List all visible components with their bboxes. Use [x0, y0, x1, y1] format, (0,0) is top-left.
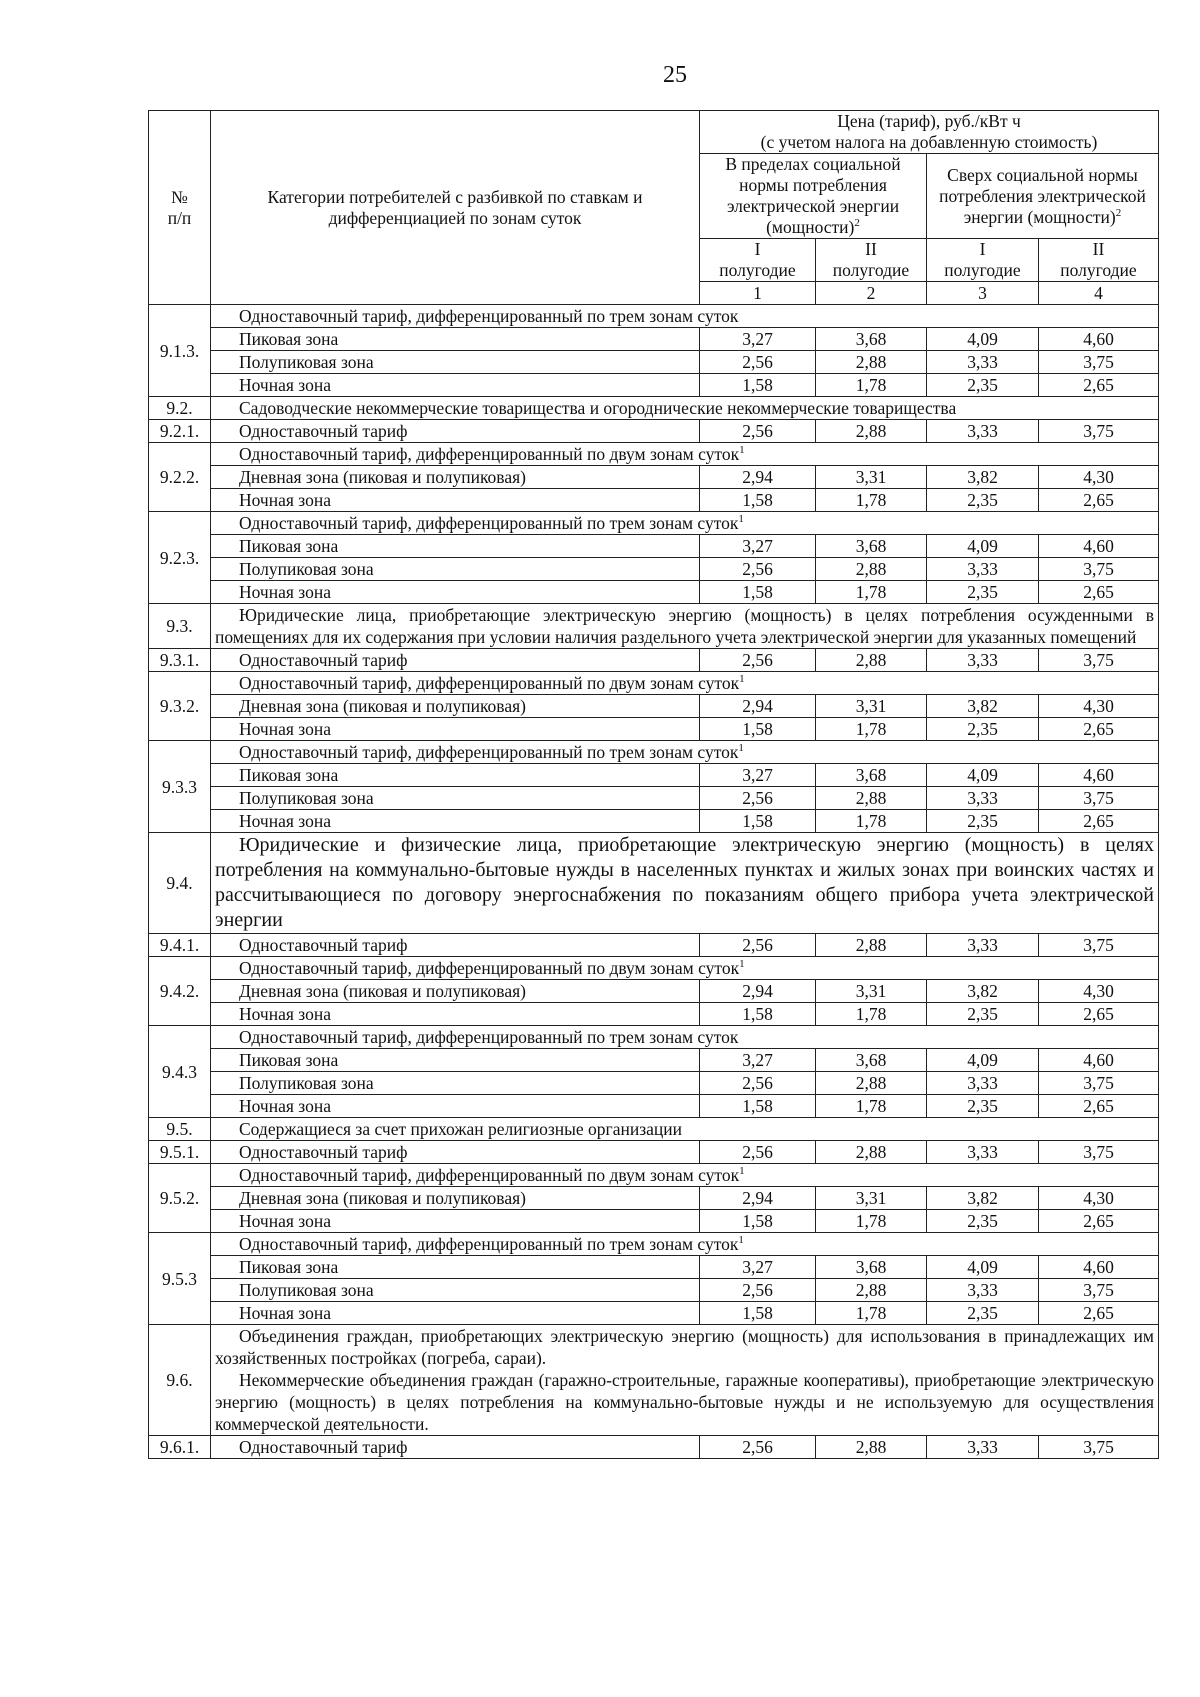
table-row [149, 489, 1159, 512]
row-number-cell: 9.6. [149, 1325, 211, 1436]
tariff-value-cell: 2,56 [700, 558, 816, 581]
row-title: Одноставочный тариф, дифференцированный по трем зонам суток [239, 1027, 739, 1047]
row-title: Одноставочный тариф, дифференцированный по двум зонам суток [239, 1165, 740, 1185]
tariff-value-cell: 2,88 [816, 649, 927, 672]
row-category-label: Пиковая зона [211, 1049, 700, 1072]
row-title-cell [211, 397, 1159, 420]
tariff-value-cell: 2,65 [1039, 374, 1159, 397]
row-title: Одноставочный тариф, дифференцированный по двум зонам суток [239, 444, 740, 464]
table-row [149, 695, 1159, 718]
tariff-value-cell: 1,58 [700, 1302, 816, 1325]
tariff-value-cell: 2,65 [1039, 1003, 1159, 1026]
row-number-cell: 9.3.3 [149, 741, 211, 833]
table-row [149, 535, 1159, 558]
tariff-value-cell: 2,56 [700, 1436, 816, 1459]
row-title-cell [211, 672, 1159, 695]
tariff-value-cell: 2,35 [927, 1003, 1039, 1026]
table-row [149, 1436, 1159, 1459]
tariff-value-cell: 3,68 [816, 764, 927, 787]
table-row [149, 1325, 1159, 1436]
tariff-value-cell: 3,27 [700, 1256, 816, 1279]
tariff-value-cell: 3,31 [816, 466, 927, 489]
row-number-cell: 9.4. [149, 833, 211, 934]
row-category-label: Пиковая зона [211, 328, 700, 351]
tariff-value-cell: 2,35 [927, 1095, 1039, 1118]
table-row [149, 934, 1159, 957]
table-row [149, 466, 1159, 489]
tariff-value-cell: 2,65 [1039, 718, 1159, 741]
tariff-value-cell: 2,35 [927, 581, 1039, 604]
row-paragraph-cell [211, 833, 1159, 934]
row-title-cell [211, 512, 1159, 535]
table-row [149, 718, 1159, 741]
row-title: Одноставочный тариф, дифференцированный по трем зонам суток [239, 1234, 739, 1254]
tariff-value-cell: 3,82 [927, 980, 1039, 1003]
header-within-norm-text: В пределах социальной нормы потребления электрической энергии (мощности) [725, 154, 901, 237]
row-category-label: Одноставочный тариф [211, 420, 700, 443]
row-category-label: Полупиковая зона [211, 558, 700, 581]
column-number: 2 [816, 282, 927, 305]
footnote-mark: 1 [739, 444, 745, 456]
header-price-subtitle: (с учетом налога на добавленную стоимость) [760, 132, 1098, 152]
row-category-label: Ночная зона [211, 1003, 700, 1026]
row-category-label: Одноставочный тариф [211, 649, 700, 672]
tariff-value-cell: 2,35 [927, 1210, 1039, 1233]
row-category-label: Одноставочный тариф [211, 1436, 700, 1459]
row-category-label: Ночная зона [211, 374, 700, 397]
row-paragraph-cell [211, 604, 1159, 649]
row-number-cell: 9.4.3 [149, 1026, 211, 1118]
tariff-value-cell: 3,31 [816, 980, 927, 1003]
row-number-cell: 9.4.2. [149, 957, 211, 1026]
header-price-group [700, 111, 1159, 154]
tariff-value-cell: 4,30 [1039, 980, 1159, 1003]
row-title-cell [211, 1233, 1159, 1256]
row-title-cell [211, 1164, 1159, 1187]
header-above-norm [927, 154, 1159, 239]
table-row [149, 1256, 1159, 1279]
row-category-label: Дневная зона (пиковая и полупиковая) [211, 695, 700, 718]
footnote-mark: 1 [738, 1234, 744, 1246]
tariff-value-cell: 3,82 [927, 466, 1039, 489]
paragraph-line: Некоммерческие объединения граждан (гаражно-строительные, гаражные кооперативы), приобретающие электрическую энергию (мощность) в целях потребления на коммунально-бытовые нужды и не используемую для осуществления коммерческой деятельности. [215, 1370, 1154, 1434]
tariff-value-cell: 3,33 [927, 1279, 1039, 1302]
tariff-value-cell: 4,60 [1039, 1256, 1159, 1279]
row-number-cell: 9.3.2. [149, 672, 211, 741]
tariff-value-cell: 3,68 [816, 1049, 927, 1072]
table-row [149, 1118, 1159, 1141]
column-number: 4 [1039, 282, 1159, 305]
tariff-value-cell: 2,35 [927, 718, 1039, 741]
tariff-value-cell: 3,75 [1039, 1072, 1159, 1095]
row-title-cell [211, 741, 1159, 764]
table-row [149, 649, 1159, 672]
row-title: Одноставочный тариф, дифференцированный по трем зонам суток [239, 742, 739, 762]
column-number: 3 [927, 282, 1039, 305]
row-category-label: Пиковая зона [211, 764, 700, 787]
tariff-value-cell: 3,33 [927, 787, 1039, 810]
tariff-value-cell: 3,27 [700, 328, 816, 351]
row-number-cell: 9.3. [149, 604, 211, 649]
row-number-cell: 9.2.3. [149, 512, 211, 604]
table-row [149, 810, 1159, 833]
tariff-value-cell: 1,58 [700, 581, 816, 604]
table-row [149, 443, 1159, 466]
table-row [149, 1026, 1159, 1049]
tariff-value-cell: 4,09 [927, 1049, 1039, 1072]
tariff-value-cell: 3,75 [1039, 351, 1159, 374]
table-row [149, 558, 1159, 581]
tariff-value-cell: 2,88 [816, 420, 927, 443]
tariff-value-cell: 2,56 [700, 649, 816, 672]
tariff-value-cell: 2,56 [700, 1279, 816, 1302]
row-category-label: Полупиковая зона [211, 787, 700, 810]
tariff-value-cell: 3,68 [816, 535, 927, 558]
tariff-value-cell: 3,75 [1039, 649, 1159, 672]
tariff-value-cell: 2,88 [816, 351, 927, 374]
tariff-value-cell: 4,30 [1039, 695, 1159, 718]
tariff-value-cell: 2,94 [700, 980, 816, 1003]
tariff-value-cell: 3,33 [927, 1141, 1039, 1164]
tariff-value-cell: 2,65 [1039, 1302, 1159, 1325]
tariff-value-cell: 2,94 [700, 1187, 816, 1210]
table-row [149, 1095, 1159, 1118]
tariff-value-cell: 4,09 [927, 1256, 1039, 1279]
tariff-value-cell: 1,58 [700, 810, 816, 833]
row-category-label: Одноставочный тариф [211, 934, 700, 957]
tariff-value-cell: 3,31 [816, 695, 927, 718]
row-category-label: Полупиковая зона [211, 1279, 700, 1302]
tariff-value-cell: 2,56 [700, 934, 816, 957]
tariff-value-cell: 1,78 [816, 581, 927, 604]
tariff-value-cell: 3,68 [816, 328, 927, 351]
table-row [149, 512, 1159, 535]
table-row [149, 351, 1159, 374]
tariff-value-cell: 4,09 [927, 764, 1039, 787]
row-title-cell [211, 305, 1159, 328]
table-row [149, 1072, 1159, 1095]
tariff-value-cell: 3,33 [927, 1072, 1039, 1095]
table-body [149, 305, 1159, 1459]
row-title: Одноставочный тариф, дифференцированный по трем зонам суток [239, 306, 739, 326]
tariff-value-cell: 3,75 [1039, 1436, 1159, 1459]
table-row [149, 1164, 1159, 1187]
table-row [149, 1233, 1159, 1256]
tariff-value-cell: 2,88 [816, 1141, 927, 1164]
tariff-value-cell: 1,78 [816, 1302, 927, 1325]
tariff-value-cell: 2,88 [816, 1436, 927, 1459]
tariff-value-cell: 2,35 [927, 374, 1039, 397]
table-row [149, 581, 1159, 604]
footnote-mark: 1 [739, 958, 745, 970]
tariff-value-cell: 2,35 [927, 810, 1039, 833]
table-row [149, 957, 1159, 980]
header-half-2: II полугодие [1039, 239, 1159, 282]
tariff-value-cell: 3,68 [816, 1256, 927, 1279]
tariff-value-cell: 3,75 [1039, 787, 1159, 810]
tariff-value-cell: 1,78 [816, 810, 927, 833]
row-category-label: Полупиковая зона [211, 1072, 700, 1095]
tariff-value-cell: 2,56 [700, 351, 816, 374]
table-row [149, 1210, 1159, 1233]
header-footnote-mark: 2 [1115, 206, 1122, 219]
tariff-value-cell: 3,75 [1039, 558, 1159, 581]
tariff-value-cell: 2,35 [927, 1302, 1039, 1325]
row-category-label: Дневная зона (пиковая и полупиковая) [211, 980, 700, 1003]
header-category-column: Категории потребителей с разбивкой по ставкам и дифференциацией по зонам суток [211, 111, 700, 305]
footnote-mark: 1 [739, 673, 745, 685]
row-category-label: Пиковая зона [211, 535, 700, 558]
tariff-value-cell: 1,58 [700, 489, 816, 512]
row-category-label: Ночная зона [211, 810, 700, 833]
table-row [149, 764, 1159, 787]
table-row [149, 1302, 1159, 1325]
footnote-mark: 1 [738, 742, 744, 754]
row-category-label: Ночная зона [211, 581, 700, 604]
row-category-label: Пиковая зона [211, 1256, 700, 1279]
tariff-value-cell: 3,33 [927, 420, 1039, 443]
tariff-value-cell: 2,35 [927, 489, 1039, 512]
tariff-value-cell: 3,27 [700, 1049, 816, 1072]
tariff-value-cell: 2,94 [700, 695, 816, 718]
tariff-value-cell: 2,65 [1039, 1210, 1159, 1233]
row-paragraph-cell [211, 1325, 1159, 1436]
page-number: 25 [663, 62, 687, 88]
tariff-value-cell: 1,58 [700, 374, 816, 397]
row-number-cell: 9.5.2. [149, 1164, 211, 1233]
row-number-cell: 9.2.2. [149, 443, 211, 512]
table-row [149, 397, 1159, 420]
tariff-value-cell: 4,60 [1039, 1049, 1159, 1072]
tariff-value-cell: 3,33 [927, 934, 1039, 957]
table-row [149, 328, 1159, 351]
row-title-cell [211, 443, 1159, 466]
row-title: Одноставочный тариф, дифференцированный по двум зонам суток [239, 673, 740, 693]
row-number-cell: 9.5. [149, 1118, 211, 1141]
row-category-label: Ночная зона [211, 1302, 700, 1325]
row-number-cell: 9.1.3. [149, 305, 211, 397]
tariff-value-cell: 3,27 [700, 764, 816, 787]
table-row [149, 1187, 1159, 1210]
tariff-value-cell: 4,09 [927, 535, 1039, 558]
table-row [149, 420, 1159, 443]
tariff-value-cell: 3,75 [1039, 934, 1159, 957]
tariff-value-cell: 2,56 [700, 1072, 816, 1095]
tariff-value-cell: 2,88 [816, 934, 927, 957]
tariff-value-cell: 1,78 [816, 1095, 927, 1118]
row-number-cell: 9.5.1. [149, 1141, 211, 1164]
footnote-mark: 1 [739, 1165, 745, 1177]
row-title: Садоводческие некоммерческие товарищества и огороднические некоммерческие товарищества [239, 398, 957, 418]
row-number-cell: 9.4.1. [149, 934, 211, 957]
table-row [149, 1049, 1159, 1072]
column-number: 1 [700, 282, 816, 305]
tariff-value-cell: 4,30 [1039, 1187, 1159, 1210]
table-row [149, 1003, 1159, 1026]
paragraph-line: Юридические лица, приобретающие электрическую энергию (мощность) в целях потребления осужденными в помещениях для их содержания при условии наличия раздельного учета электрической энергии для указанных помещений [215, 605, 1154, 647]
tariff-table [148, 110, 1159, 1459]
row-title: Одноставочный тариф, дифференцированный по двум зонам суток [239, 958, 740, 978]
tariff-value-cell: 2,88 [816, 1279, 927, 1302]
tariff-value-cell: 1,58 [700, 1210, 816, 1233]
row-category-label: Дневная зона (пиковая и полупиковая) [211, 1187, 700, 1210]
tariff-value-cell: 2,56 [700, 420, 816, 443]
tariff-value-cell: 3,33 [927, 1436, 1039, 1459]
row-category-label: Полупиковая зона [211, 351, 700, 374]
row-number-cell: 9.6.1. [149, 1436, 211, 1459]
header-half-1: I полугодие [700, 239, 816, 282]
table-row [149, 980, 1159, 1003]
tariff-value-cell: 2,56 [700, 1141, 816, 1164]
row-title: Содержащиеся за счет прихожан религиозные организации [239, 1119, 683, 1139]
tariff-value-cell: 2,65 [1039, 810, 1159, 833]
tariff-value-cell: 2,56 [700, 787, 816, 810]
tariff-value-cell: 3,33 [927, 558, 1039, 581]
row-category-label: Ночная зона [211, 489, 700, 512]
header-half-1: I полугодие [927, 239, 1039, 282]
tariff-value-cell: 2,88 [816, 558, 927, 581]
row-number-cell: 9.3.1. [149, 649, 211, 672]
tariff-value-cell: 3,33 [927, 649, 1039, 672]
paragraph-line: Объединения граждан, приобретающих электрическую энергию (мощность) для использования в принадлежащих им хозяйственных постройках (погреба, сараи). [215, 1326, 1154, 1368]
table-row [149, 741, 1159, 764]
tariff-value-cell: 1,78 [816, 1003, 927, 1026]
row-title: Одноставочный тариф, дифференцированный по трем зонам суток [239, 513, 739, 533]
footnote-mark: 1 [738, 513, 744, 525]
tariff-value-cell: 4,30 [1039, 466, 1159, 489]
row-number-cell: 9.2.1. [149, 420, 211, 443]
tariff-value-cell: 3,33 [927, 351, 1039, 374]
header-number-column: № п/п [149, 111, 211, 305]
row-title-cell [211, 957, 1159, 980]
row-title-cell [211, 1118, 1159, 1141]
tariff-value-cell: 2,65 [1039, 581, 1159, 604]
tariff-value-cell: 2,65 [1039, 1095, 1159, 1118]
row-category-label: Ночная зона [211, 1210, 700, 1233]
tariff-value-cell: 1,78 [816, 489, 927, 512]
row-number-cell: 9.5.3 [149, 1233, 211, 1325]
header-price-title: Цена (тариф), руб./кВт ч [837, 111, 1021, 131]
tariff-value-cell: 3,82 [927, 1187, 1039, 1210]
table-row [149, 604, 1159, 649]
paragraph-line: Юридические и физические лица, приобретающие электрическую энергию (мощность) в целях потребления на коммунально-бытовые нужды в населенных пунктах и жилых зонах при воинских частях и рассчитывающиеся по договору энергоснабжения по показаниям общего прибора учета электрической энергии [215, 834, 1154, 931]
row-category-label: Дневная зона (пиковая и полупиковая) [211, 466, 700, 489]
tariff-value-cell: 3,82 [927, 695, 1039, 718]
tariff-value-cell: 3,75 [1039, 1279, 1159, 1302]
tariff-value-cell: 3,75 [1039, 420, 1159, 443]
tariff-value-cell: 4,09 [927, 328, 1039, 351]
tariff-value-cell: 4,60 [1039, 328, 1159, 351]
table-row [149, 374, 1159, 397]
table-row [149, 833, 1159, 934]
tariff-value-cell: 3,75 [1039, 1141, 1159, 1164]
table-row [149, 1141, 1159, 1164]
row-category-label: Одноставочный тариф [211, 1141, 700, 1164]
header-half-2: II полугодие [816, 239, 927, 282]
tariff-value-cell: 1,78 [816, 718, 927, 741]
table-header [149, 111, 1159, 305]
table-row [149, 672, 1159, 695]
tariff-value-cell: 4,60 [1039, 535, 1159, 558]
tariff-value-cell: 1,78 [816, 374, 927, 397]
row-number-cell: 9.2. [149, 397, 211, 420]
table-row [149, 1279, 1159, 1302]
tariff-value-cell: 4,60 [1039, 764, 1159, 787]
tariff-value-cell: 1,58 [700, 1003, 816, 1026]
tariff-value-cell: 1,78 [816, 1210, 927, 1233]
header-within-norm [700, 154, 927, 239]
row-title-cell [211, 1026, 1159, 1049]
table-row [149, 305, 1159, 328]
tariff-value-cell: 2,88 [816, 1072, 927, 1095]
header-footnote-mark: 2 [854, 217, 860, 229]
tariff-value-cell: 3,31 [816, 1187, 927, 1210]
tariff-value-cell: 2,88 [816, 787, 927, 810]
tariff-value-cell: 3,27 [700, 535, 816, 558]
table-row [149, 787, 1159, 810]
tariff-value-cell: 2,65 [1039, 489, 1159, 512]
row-category-label: Ночная зона [211, 718, 700, 741]
tariff-value-cell: 1,58 [700, 718, 816, 741]
row-category-label: Ночная зона [211, 1095, 700, 1118]
tariff-value-cell: 2,94 [700, 466, 816, 489]
tariff-value-cell: 1,58 [700, 1095, 816, 1118]
header-above-norm-text: Сверх социальной нормы потребления электрической энергии (мощности) [939, 164, 1146, 227]
